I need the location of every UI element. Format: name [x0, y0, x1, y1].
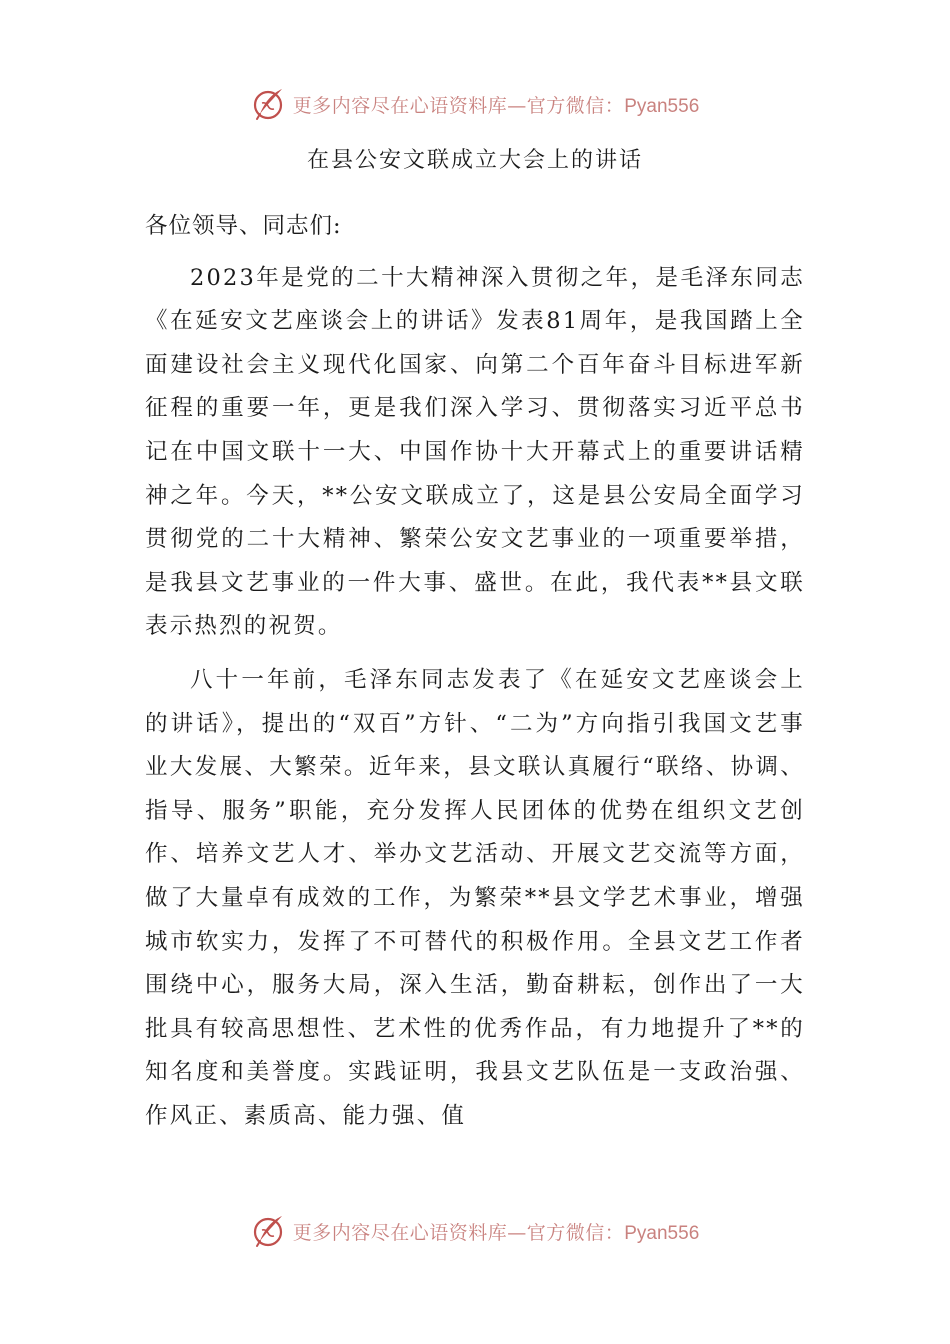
- footer-watermark-wechat-id: Pyan556: [624, 1222, 700, 1244]
- header-watermark-banner: [0, 84, 950, 124]
- salutation: 各位领导、同志们:: [145, 213, 342, 239]
- footer-watermark-inner: [251, 1213, 700, 1249]
- header-watermark-label: 更多内容尽在心语资料库—官方微信：: [292, 94, 625, 117]
- footer-watermark-text: [293, 1218, 700, 1245]
- body-paragraph-2: 八十一年前，毛泽东同志发表了《在延安文艺座谈会上的讲话》，提出的“双百”方针、“二为”方向指引我国文艺事业大发展、大繁荣。近年来，县文联认真履行“联络、协调、指导、服务”职能，充分发挥人民团体的优势在组织文艺创作、培养文艺人才、举办文艺活动、开展文艺交流等方面，做了大量卓有成效的工作，为繁荣**县文学艺术事业，增强城市软实力，发挥了不可替代的积极作用。全县文艺工作者围绕中心，服务大局，深入生活，勤奋耕耘，创作出了一大批具有较高思想性、艺术性的优秀作品，有力地提升了**的知名度和美誉度。实践证明，我县文艺队伍是一支政治强、作风正、素质高、能力强、值: [145, 666, 805, 1129]
- header-watermark-inner: [251, 86, 700, 122]
- body-paragraph-1: 2023年是党的二十大精神深入贯彻之年，是毛泽东同志《在延安文艺座谈会上的讲话》发表81周年，是我国踏上全面建设社会主义现代化国家、向第二个百年奋斗目标进军新征程的重要一年，更是我们深入学习、贯彻落实习近平总书记在中国文联十一大、中国作协十大开幕式上的重要讲话精神之年。今天，**公安文联成立了，这是县公安局全面学习贯彻党的二十大精神、繁荣公安文艺事业的一项重要举措，是我县文艺事业的一件大事、盛世。在此，我代表**县文联表示热烈的祝贺。: [145, 264, 805, 640]
- document-title: 在县公安文联成立大会上的讲话: [306, 148, 643, 173]
- quill-logo-icon: [251, 86, 287, 122]
- header-watermark-wechat-id: Pyan556: [624, 95, 700, 117]
- header-watermark-text: [293, 91, 700, 118]
- document-body: [145, 205, 805, 1148]
- footer-watermark-label: 更多内容尽在心语资料库—官方微信：: [292, 1221, 625, 1244]
- footer-watermark-banner: [0, 1211, 950, 1251]
- quill-logo-icon: [251, 1213, 287, 1249]
